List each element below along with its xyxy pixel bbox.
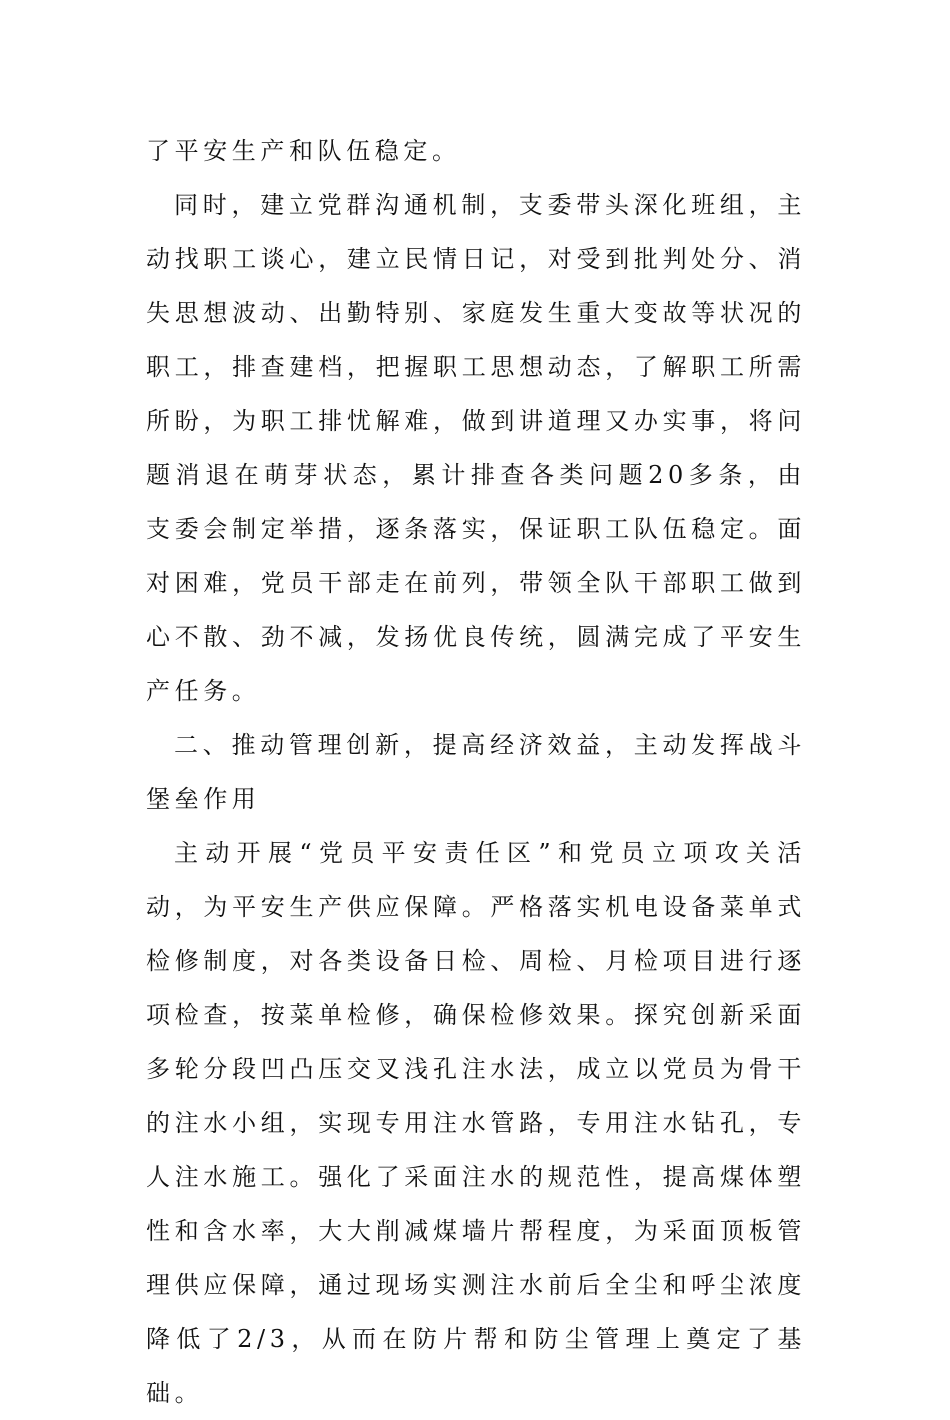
paragraph-safety-responsibility: 主动开展“党员平安责任区”和党员立项攻关活动，为平安生产供应保障。严格落实机电设备菜单式检修制度，对各类设备日检、周检、月检项目进行逐项检查，按菜单检修，确保检修效果。探究创新采面多轮分段凹凸压交叉浅孔注水法，成立以党员为骨干的注水小组，实现专用注水管路，专用注水钻孔，专人注水施工。强化了采面注水的规范性，提高煤体塑性和含水率，大大削减煤墙片帮程度，为采面顶板管理供应保障，通过现场实测注水前后全尘和呼尘浓度降低了2/3，从而在防片帮和防尘管理上奠定了基础。	[146, 839, 806, 1407]
paragraph-continuation: 了平安生产和队伍稳定。	[146, 137, 461, 165]
section-heading-management-innovation: 二、推动管理创新，提高经济效益，主动发挥战斗堡垒作用	[146, 731, 806, 813]
paragraph-party-communication: 同时，建立党群沟通机制，支委带头深化班组，主动找职工谈心，建立民情日记，对受到批判处分、消失思想波动、出勤特别、家庭发生重大变故等状况的职工，排查建档，把握职工思想动态，了解职工所需所盼，为职工排忧解难，做到讲道理又办实事，将问题消退在萌芽状态，累计排查各类问题20多条，由支委会制定举措，逐条落实，保证职工队伍稳定。面对困难，党员干部走在前列，带领全队干部职工做到心不散、劲不减，发扬优良传统，圆满完成了平安生产任务。	[146, 191, 806, 705]
document-body	[146, 124, 806, 1420]
